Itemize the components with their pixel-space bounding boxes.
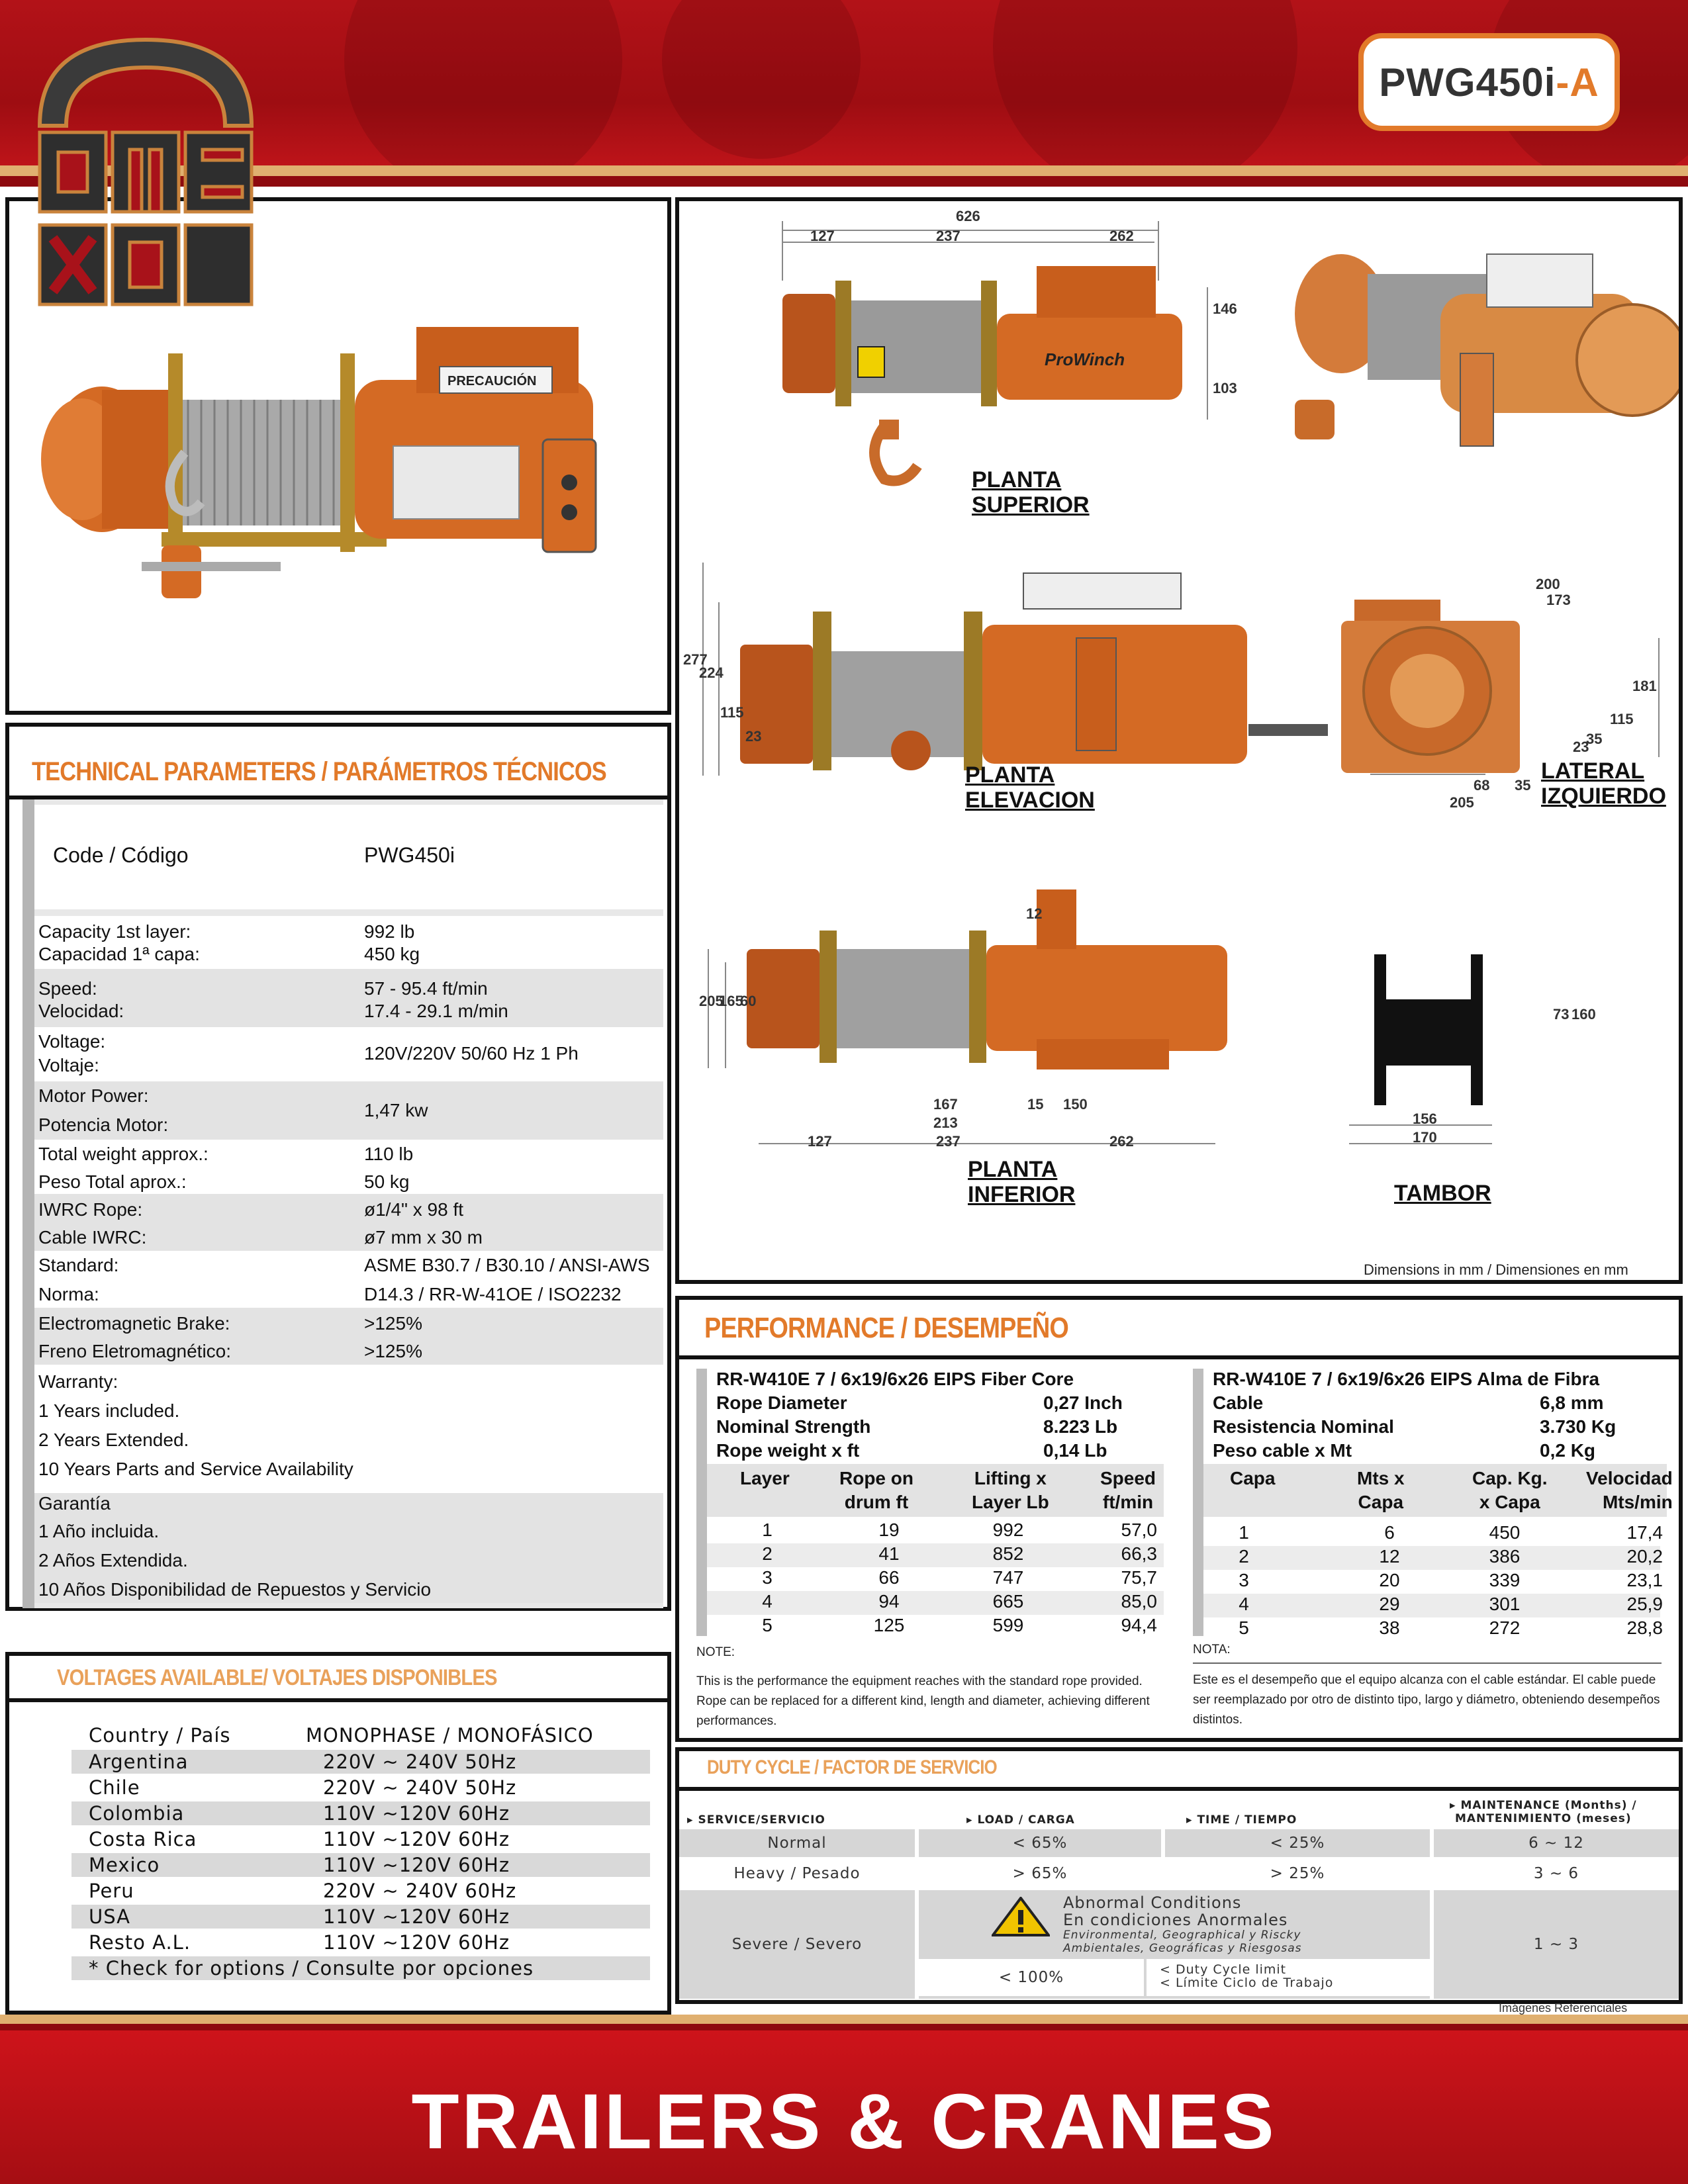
col-header-line: Lifting x [974, 1468, 1047, 1488]
perf-row [1203, 1594, 1663, 1617]
dim-173: 173 [1546, 592, 1571, 608]
col-header [1586, 1467, 1673, 1514]
perf-cell: 992 [992, 1520, 1024, 1540]
dim-15: 15 [1027, 1096, 1044, 1113]
duty-header-text: MAINTENANCE (Months) / [1460, 1799, 1637, 1812]
voltage: 220V ~ 240V 60Hz [323, 1880, 517, 1902]
tech-value: 50 kg [364, 1171, 410, 1192]
perf-cell: 66,3 [1121, 1543, 1157, 1564]
voltage-row [71, 1931, 650, 1954]
spec-label: Rope weight x ft [716, 1440, 860, 1461]
tech-table [23, 799, 663, 1608]
bottom-view-winch [747, 889, 1227, 1069]
tech-row [34, 969, 663, 1027]
perf-heading: RR-W410E 7 / 6x19/6x26 EIPS Alma de Fibra [1213, 1369, 1600, 1389]
isometric-winch [1295, 254, 1679, 446]
perf-cell: 339 [1489, 1570, 1521, 1590]
dim-237-b: 237 [936, 1133, 961, 1150]
perf-cell: 38 [1379, 1617, 1400, 1638]
duty-rule [679, 1787, 1679, 1791]
warranty-line: Warranty: [38, 1371, 118, 1392]
perf-cell: 386 [1489, 1546, 1521, 1567]
label-line: LATERAL [1541, 758, 1645, 784]
voltage-row [71, 1827, 650, 1851]
perf-cell: 19 [878, 1520, 900, 1540]
perf-cell: 85,0 [1121, 1591, 1157, 1612]
perf-cell: 6 [1384, 1522, 1395, 1543]
tech-row [34, 1308, 663, 1365]
perf-row [1203, 1570, 1663, 1594]
voltages-col-country: Country / País [89, 1724, 231, 1747]
perf-row [707, 1543, 1164, 1567]
tech-row [34, 1251, 663, 1308]
perf-cell: 301 [1489, 1594, 1521, 1614]
cycle-limit [1147, 1959, 1430, 1996]
footer-stripe [0, 2024, 1688, 2030]
voltage-row [71, 1853, 650, 1877]
col-header-line: Mts/min [1602, 1492, 1673, 1512]
perf-cell: 75,7 [1121, 1567, 1157, 1588]
spec-label: Cable [1213, 1392, 1264, 1413]
warranty-en [34, 1365, 663, 1493]
spec-label: Rope Diameter [716, 1392, 847, 1413]
duty-header-text: TIME / TIEMPO [1197, 1813, 1297, 1827]
country: Resto A.L. [89, 1931, 191, 1954]
dim-23-side: 23 [1573, 739, 1589, 755]
warranty-line: Garantía [38, 1493, 111, 1514]
note-rule [1193, 1662, 1662, 1664]
spec-value: 0,14 Lb [1043, 1440, 1107, 1461]
duty-title: DUTY CYCLE / FACTOR DE SERVICIO [707, 1756, 997, 1778]
perf-cell: 5 [762, 1615, 773, 1635]
performance-panel [675, 1296, 1683, 1742]
performance-rule [679, 1355, 1679, 1359]
voltages-footnote: * Check for options / Consulte por opciones [89, 1957, 534, 1979]
dim-262: 262 [1109, 228, 1134, 244]
dim-12: 12 [1026, 905, 1043, 922]
abnormal-line: Ambientales, Geográficas y Riesgosas [1063, 1942, 1302, 1955]
tech-label: Potencia Motor: [38, 1115, 169, 1135]
tech-label: Total weight approx.: [38, 1144, 209, 1164]
spec-value: 0,27 Inch [1043, 1392, 1123, 1413]
label-top-view [972, 467, 1090, 518]
perf-cell: 599 [992, 1615, 1024, 1635]
voltage-row [71, 1776, 650, 1799]
voltage: 110V ~120V 60Hz [323, 1931, 510, 1954]
duty-header-text: MANTENIMIENTO (meses) [1454, 1812, 1632, 1825]
perf-spec-row [1213, 1392, 1676, 1416]
note-text: Este es el desempeño que el equipo alcanza con el cable estándar. El cable puede ser reemplazado por otro de distinto tipo, largo y diámetro, obteniendo desempeños distintos. [1193, 1673, 1660, 1727]
spec-value: 0,2 Kg [1540, 1440, 1596, 1461]
country: Argentina [89, 1751, 189, 1773]
perf-cell: 23,1 [1626, 1570, 1663, 1590]
dimension-drawings-panel [675, 197, 1683, 1284]
tech-label: Velocidad: [38, 1001, 124, 1021]
col-header [839, 1467, 914, 1514]
tech-row [34, 916, 663, 969]
tech-value: 992 lb [364, 921, 415, 942]
dim-127: 127 [810, 228, 835, 244]
cycle-limit-line: < Duty Cycle limit [1160, 1962, 1287, 1977]
tech-label: Peso Total aprox.: [38, 1171, 187, 1192]
perf-row [707, 1567, 1164, 1591]
omexo-logo [26, 26, 265, 338]
model-badge [1358, 33, 1620, 131]
tech-value: 57 - 95.4 ft/min [364, 978, 488, 999]
dim-170: 170 [1413, 1129, 1437, 1146]
footer-band [0, 2015, 1688, 2184]
perf-cell: 20 [1379, 1570, 1400, 1590]
perf-cell: 29 [1379, 1594, 1400, 1614]
label-line: SUPERIOR [972, 492, 1090, 518]
voltage-row [71, 1750, 650, 1774]
tech-label: Motor Power: [38, 1085, 149, 1106]
footer-title: TRAILERS & CRANES [411, 2078, 1277, 2165]
tech-value: ø7 mm x 30 m [364, 1227, 483, 1248]
dim-224: 224 [699, 664, 724, 681]
tech-label: Speed: [38, 978, 97, 999]
tech-value: 120V/220V 50/60 Hz 1 Ph [364, 1043, 579, 1064]
duty-header-load: ▸ LOAD / CARGA [966, 1813, 1075, 1827]
label-line: PLANTA [965, 762, 1055, 788]
dim-35: 35 [1586, 731, 1603, 747]
header-bg-gear [993, 0, 1297, 187]
voltage: 110V ~120V 60Hz [323, 1828, 510, 1850]
duty-severe-detail [919, 1890, 1430, 1999]
cycle-limit-line: < Límite Ciclo de Trabajo [1160, 1976, 1334, 1990]
tech-label: Cable IWRC: [38, 1227, 147, 1248]
warranty-es [34, 1493, 663, 1603]
tech-label: Norma: [38, 1284, 99, 1304]
tech-row [34, 1081, 663, 1140]
duty-header-maintenance: ▸ MAINTENANCE (Months) / MANTENIMIENTO (meses) [1450, 1799, 1637, 1825]
col-header-line: Capa [1358, 1492, 1404, 1512]
tech-row [34, 1140, 663, 1194]
dim-60: 60 [740, 993, 757, 1009]
drum [1374, 954, 1483, 1105]
duty-time: > 25% [1270, 1865, 1325, 1882]
duty-service: Normal [679, 1829, 915, 1857]
abnormal-line: Abnormal Conditions [1063, 1893, 1242, 1912]
label-drum: TAMBOR [1394, 1181, 1491, 1206]
perf-row [1203, 1522, 1663, 1546]
perf-spec-row [716, 1416, 1180, 1440]
tech-label: Code / Código [53, 843, 189, 867]
dim-167: 167 [933, 1096, 958, 1113]
dim-23: 23 [745, 728, 762, 745]
tech-value: 17.4 - 29.1 m/min [364, 1001, 508, 1021]
duty-header-text: SERVICE/SERVICIO [698, 1813, 825, 1827]
dim-115-side: 115 [1610, 711, 1634, 727]
perf-cell: 94,4 [1121, 1615, 1157, 1635]
top-view-winch [782, 266, 1182, 481]
label-line: PLANTA [972, 467, 1062, 492]
perf-cell: 2 [762, 1543, 773, 1564]
note-label: NOTA: [1193, 1643, 1231, 1657]
voltages-col-mono: MONOPHASE / MONOFÁSICO [306, 1724, 594, 1747]
tech-row [34, 805, 663, 909]
duty-maintenance: 3 ~ 6 [1533, 1865, 1579, 1882]
duty-load: < 65% [919, 1829, 1161, 1857]
voltage: 220V ~ 240V 50Hz [323, 1776, 517, 1799]
spec-value: 3.730 Kg [1540, 1416, 1617, 1437]
tech-value: 450 kg [364, 944, 420, 964]
col-header-line: Cap. Kg. [1472, 1468, 1548, 1488]
duty-service: Heavy / Pesado [733, 1865, 861, 1882]
voltage-row [71, 1879, 650, 1903]
perf-cell: 94 [878, 1591, 900, 1612]
country: Peru [89, 1880, 134, 1902]
perf-cell: 5 [1239, 1617, 1249, 1638]
perf-cell: 1 [1239, 1522, 1249, 1543]
col-header-line: ft/min [1102, 1492, 1154, 1512]
dim-237: 237 [936, 228, 961, 244]
voltages-footnote-row [71, 1956, 650, 1980]
warranty-line: 1 Years included. [38, 1400, 180, 1421]
dim-160: 160 [1571, 1006, 1596, 1023]
col-header [1357, 1467, 1405, 1514]
tech-label: Electromagnetic Brake: [38, 1313, 230, 1334]
perf-cell: 747 [992, 1567, 1024, 1588]
perf-cell: 66 [878, 1567, 900, 1588]
duty-header-text: LOAD / CARGA [977, 1813, 1075, 1827]
perf-cell: 2 [1239, 1546, 1249, 1567]
voltage: 220V ~ 240V 50Hz [323, 1751, 517, 1773]
spec-label: Resistencia Nominal [1213, 1416, 1394, 1437]
label-line: INFERIOR [968, 1182, 1076, 1207]
duty-header-service: ▸ SERVICE/SERVICIO [687, 1813, 825, 1827]
perf-spec-row [716, 1440, 1180, 1464]
col-header-line: Rope on [839, 1468, 914, 1488]
perf-cell: 3 [1239, 1570, 1249, 1590]
duty-time: < 25% [1165, 1829, 1430, 1857]
elevation-winch [740, 573, 1247, 770]
duty-header-time: ▸ TIME / TIEMPO [1186, 1813, 1297, 1827]
perf-cell: 272 [1489, 1617, 1521, 1638]
tech-row [34, 1194, 663, 1251]
tech-title: TECHNICAL PARAMETERS / PARÁMETROS TÉCNICOS [32, 757, 606, 786]
col-header-line: Layer [740, 1468, 790, 1488]
dim-103: 103 [1213, 380, 1237, 396]
duty-maintenance: 1 ~ 3 [1434, 1890, 1679, 1999]
tech-label: Capacidad 1ª capa: [38, 944, 200, 964]
dim-156: 156 [1413, 1111, 1437, 1127]
col-header-line: drum ft [844, 1492, 909, 1512]
perf-cell: 41 [878, 1543, 900, 1564]
dim-181: 181 [1632, 678, 1657, 694]
perf-cell: 1 [762, 1520, 773, 1540]
dims-note: Dimensions in mm / Dimensiones en mm [1364, 1261, 1628, 1278]
model-suffix: -A [1556, 60, 1599, 105]
label-line: IZQUIERDO [1541, 784, 1666, 809]
dim-73: 73 [1553, 1006, 1570, 1023]
warranty-line: 10 Years Parts and Service Availability [38, 1459, 353, 1479]
perf-row [1203, 1546, 1663, 1570]
technical-parameters-panel [5, 723, 671, 1611]
perf-row [707, 1615, 1164, 1639]
brand-plate: ProWinch [1045, 349, 1125, 369]
duty-maintenance: 6 ~ 12 [1434, 1829, 1679, 1857]
col-header [972, 1467, 1049, 1514]
tech-value: ASME B30.7 / B30.10 / ANSI-AWS [364, 1255, 650, 1275]
country: USA [89, 1905, 131, 1928]
perf-row [1203, 1617, 1663, 1641]
tech-row [34, 1027, 663, 1081]
perf-row [707, 1520, 1164, 1543]
col-header [1100, 1467, 1156, 1514]
perf-cell: 12 [1379, 1546, 1400, 1567]
tech-label: IWRC Rope: [38, 1199, 143, 1220]
tech-label: Standard: [38, 1255, 119, 1275]
dim-68: 68 [1474, 777, 1490, 794]
col-header [1472, 1467, 1548, 1514]
voltage: 110V ~120V 60Hz [323, 1802, 510, 1825]
tech-value: PWG450i [364, 843, 455, 867]
tech-label: Voltaje: [38, 1055, 99, 1075]
dim-150: 150 [1063, 1096, 1088, 1113]
col-header-line: Speed [1100, 1468, 1156, 1488]
label-side [1541, 758, 1666, 809]
perf-cell: 450 [1489, 1522, 1521, 1543]
abnormal-line: En condiciones Anormales [1063, 1911, 1288, 1929]
perf-cell: 20,2 [1626, 1546, 1663, 1567]
dim-213: 213 [933, 1115, 958, 1131]
side-view-winch [1248, 600, 1520, 773]
label-line: PLANTA [968, 1157, 1058, 1182]
col-header [1230, 1467, 1275, 1490]
dim-626: 626 [956, 208, 980, 224]
performance-title: PERFORMANCE / DESEMPEÑO [704, 1312, 1068, 1344]
col-header-line: Mts x [1357, 1468, 1405, 1488]
dim-115: 115 [720, 704, 744, 721]
header-bg-gear [662, 0, 861, 159]
table-sidebar [1193, 1369, 1203, 1636]
perf-cell: 125 [873, 1615, 905, 1635]
perf-cell: 4 [762, 1591, 773, 1612]
label-bottom [968, 1157, 1075, 1207]
tech-value: >125% [364, 1313, 422, 1334]
duty-load: < 100% [919, 1959, 1144, 1996]
duty-cycle-panel [675, 1747, 1683, 2004]
col-header-line: Capa [1230, 1468, 1276, 1488]
spec-label: Nominal Strength [716, 1416, 871, 1437]
warranty-line: 2 Años Extendida. [38, 1550, 188, 1570]
dim-205-b: 205 [699, 993, 724, 1009]
dim-277: 277 [683, 651, 708, 668]
label-line: ELEVACION [965, 788, 1095, 813]
country: Mexico [89, 1854, 160, 1876]
tech-value: D14.3 / RR-W-41OE / ISO2232 [364, 1284, 622, 1304]
voltages-rule [9, 1698, 667, 1702]
tech-value: 110 lb [364, 1144, 414, 1164]
note-label: NOTE: [696, 1645, 735, 1659]
warranty-line: 1 Año incluida. [38, 1521, 160, 1541]
perf-cell: 4 [1239, 1594, 1249, 1614]
perf-cell: 3 [762, 1567, 773, 1588]
header-bg-gear [344, 0, 622, 187]
reference-images-note: Imágenes Referenciales [1499, 2001, 1628, 2015]
tech-value: >125% [364, 1341, 422, 1361]
perf-row [707, 1591, 1164, 1615]
perf-spec-row [1213, 1416, 1676, 1440]
table-sidebar [696, 1369, 707, 1636]
spec-value: 8.223 Lb [1043, 1416, 1118, 1437]
country: Costa Rica [89, 1828, 197, 1850]
col-header-line: Velocidad [1586, 1468, 1673, 1488]
col-header-line: x Capa [1479, 1492, 1540, 1512]
perf-cell: 852 [992, 1543, 1024, 1564]
label-elevation [965, 762, 1095, 813]
tech-value: ø1/4" x 98 ft [364, 1199, 464, 1220]
perf-cell: 25,9 [1626, 1594, 1663, 1614]
drawings-svg [679, 201, 1679, 1280]
voltage-row [71, 1905, 650, 1929]
dim-205: 205 [1450, 794, 1474, 811]
perf-cell: 57,0 [1121, 1520, 1157, 1540]
perf-cell: 28,8 [1626, 1617, 1663, 1638]
perf-spec-row [716, 1392, 1180, 1416]
dim-35-b: 35 [1515, 777, 1531, 794]
dim-200: 200 [1536, 576, 1560, 592]
voltages-title: VOLTAGES AVAILABLE/ VOLTAJES DISPONIBLES [57, 1665, 497, 1690]
perf-cell: 665 [992, 1591, 1024, 1612]
country: Colombia [89, 1802, 185, 1825]
abnormal-line: Environmental, Geographical y Riscky [1063, 1929, 1301, 1942]
voltage-row [71, 1801, 650, 1825]
voltage: 110V ~120V 60Hz [323, 1905, 510, 1928]
perf-heading: RR-W410E 7 / 6x19/6x26 EIPS Fiber Core [716, 1369, 1074, 1389]
spec-value: 6,8 mm [1540, 1392, 1604, 1413]
perf-cell: 17,4 [1626, 1522, 1663, 1543]
footer-stripe [0, 2015, 1688, 2024]
tech-label: Capacity 1st layer: [38, 921, 191, 942]
voltages-panel [5, 1652, 671, 2015]
dim-127-b: 127 [808, 1133, 832, 1150]
abnormal-conditions [1063, 1894, 1301, 1955]
col-header [740, 1467, 790, 1490]
warning-icon [992, 1897, 1050, 1936]
warranty-line: 2 Years Extended. [38, 1430, 189, 1450]
model-code: PWG450i [1379, 60, 1556, 105]
duty-load: > 65% [1012, 1865, 1068, 1882]
tech-label: Freno Eletromagnético: [38, 1341, 232, 1361]
tech-label: Voltage: [38, 1031, 106, 1052]
voltage: 110V ~120V 60Hz [323, 1854, 510, 1876]
country: Chile [89, 1776, 140, 1799]
note-text: This is the performance the equipment reaches with the standard rope provided. Rope can be replaced for a different kind, length and diameter, achieving different performances. [696, 1674, 1150, 1728]
tech-value: 1,47 kw [364, 1100, 428, 1120]
warranty-line: 10 Años Disponibilidad de Repuestos y Servicio [38, 1579, 432, 1600]
spec-label: Peso cable x Mt [1213, 1440, 1352, 1461]
photo-plate-text: PRECAUCIÓN [447, 374, 537, 388]
dim-165: 165 [719, 993, 743, 1009]
perf-col-headers [707, 1464, 1164, 1517]
dim-262-b: 262 [1109, 1133, 1134, 1150]
perf-col-headers [1203, 1464, 1673, 1517]
perf-spec-row [1213, 1440, 1676, 1464]
duty-service: Severe / Severo [679, 1890, 915, 1999]
col-header-line: Layer Lb [972, 1492, 1049, 1512]
voltages-header-row [71, 1723, 650, 1747]
dim-146: 146 [1213, 300, 1237, 317]
